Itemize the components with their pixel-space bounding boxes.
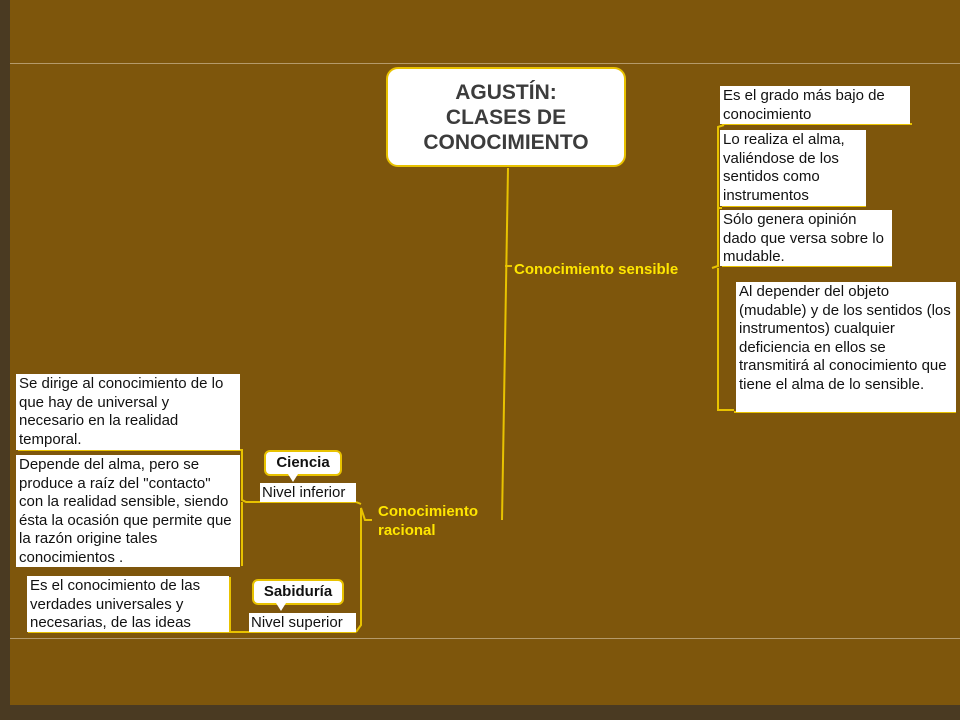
note-sensible-1: Es el grado más bajo de conocimiento: [720, 86, 910, 124]
note-sensible-2: Lo realiza el alma, valiéndose de los sentidos como instrumentos: [720, 130, 866, 206]
label-racional-line-1: Conocimiento: [378, 503, 478, 520]
bubble-ciencia: Ciencia: [264, 450, 342, 476]
note-ciencia-2: Depende del alma, pero se produce a raíz del "contacto" con la realidad sensible, siendo ésta la ocasión que permite que la razón origine tales conocimientos .: [16, 455, 240, 567]
connector-racional-bracket: [356, 502, 372, 632]
label-conocimiento-sensible: Conocimiento sensible: [514, 261, 679, 278]
note-sensible-4: Al depender del objeto (mudable) y de los sentidos (los instrumentos) cualquier deficiencia en ellos se transmitirá al conocimiento que tiene el alma de lo sensible.: [736, 282, 956, 412]
connector-trunk: [502, 168, 508, 520]
bubble-sabiduria: Sabiduría: [252, 579, 344, 605]
label-racional-line-2: racional: [378, 522, 436, 539]
note-sensible-3: Sólo genera opinión dado que versa sobre lo mudable.: [720, 210, 892, 266]
title-line-1: AGUSTÍN:: [455, 81, 557, 104]
note-sabiduria-1: Es el conocimiento de las verdades universales y necesarias, de las ideas: [27, 576, 229, 632]
title-line-3: CONOCIMIENTO: [423, 131, 589, 154]
note-ciencia-1: Se dirige al conocimiento de lo que hay de universal y necesario en la realidad temporal.: [16, 374, 240, 450]
level-inferior: Nivel inferior: [260, 483, 356, 502]
label-conocimiento-racional: [378, 502, 478, 540]
level-superior: Nivel superior: [249, 613, 356, 632]
title-box: [386, 67, 626, 167]
title-line-2: CLASES DE: [445, 106, 567, 129]
